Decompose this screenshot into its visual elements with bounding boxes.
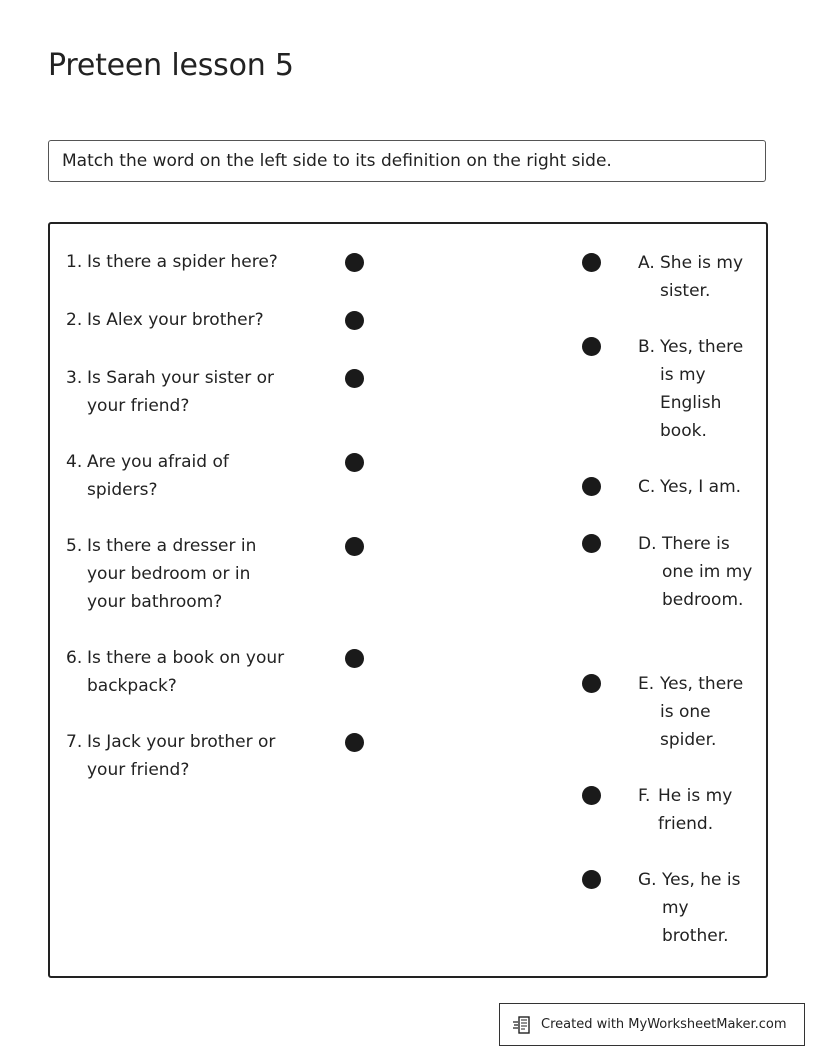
- answer-letter: E.: [638, 674, 655, 694]
- answer-item-b: [638, 333, 758, 445]
- question-dot-3[interactable]: [345, 369, 364, 388]
- question-dot-2[interactable]: [345, 311, 364, 330]
- question-number: 4.: [66, 452, 83, 472]
- answer-dot-f[interactable]: [582, 786, 601, 805]
- answer-dot-d[interactable]: [582, 534, 601, 553]
- question-item-1: [66, 248, 316, 276]
- answer-dot-c[interactable]: [582, 477, 601, 496]
- answer-letter: F.: [638, 786, 651, 806]
- instructions-box: Match the word on the left side to its definition on the right side.: [48, 140, 766, 182]
- answer-letter: C.: [638, 477, 656, 497]
- question-dot-4[interactable]: [345, 453, 364, 472]
- page-title: Preteen lesson 5: [48, 48, 294, 83]
- answer-item-a: [638, 249, 753, 305]
- question-number: 6.: [66, 648, 83, 668]
- footer-text: Created with MyWorksheetMaker.com: [541, 1017, 787, 1032]
- answer-text: He is my friend.: [658, 786, 733, 834]
- question-item-4: [66, 448, 261, 504]
- question-text: Is there a dresser in your bedroom or in your bathroom?: [87, 536, 257, 612]
- question-item-2: [66, 306, 316, 334]
- question-item-6: [66, 644, 314, 700]
- answer-text: There is one im my bedroom.: [662, 534, 753, 610]
- question-dot-5[interactable]: [345, 537, 364, 556]
- question-item-5: [66, 532, 291, 616]
- question-text: Are you afraid of spiders?: [87, 452, 229, 500]
- question-dot-7[interactable]: [345, 733, 364, 752]
- question-number: 7.: [66, 732, 83, 752]
- question-dot-1[interactable]: [345, 253, 364, 272]
- answer-text: Yes, there is my English book.: [660, 337, 744, 441]
- answer-item-f: [638, 782, 748, 838]
- answer-letter: D.: [638, 534, 657, 554]
- worksheet-maker-logo-icon: [512, 1015, 532, 1035]
- answer-letter: G.: [638, 870, 657, 890]
- answer-dot-a[interactable]: [582, 253, 601, 272]
- question-text: Is Jack your brother or your friend?: [87, 732, 276, 780]
- answer-letter: A.: [638, 253, 655, 273]
- answer-text: Yes, he is my brother.: [662, 870, 741, 946]
- answer-dot-b[interactable]: [582, 337, 601, 356]
- question-text: Is Alex your brother?: [87, 310, 264, 330]
- answer-dot-g[interactable]: [582, 870, 601, 889]
- answer-item-d: [638, 530, 758, 614]
- answer-text: Yes, I am.: [660, 477, 742, 497]
- question-item-3: [66, 364, 306, 420]
- question-number: 3.: [66, 368, 83, 388]
- answer-text: Yes, there is one spider.: [660, 674, 744, 750]
- question-number: 5.: [66, 536, 83, 556]
- footer-badge[interactable]: [499, 1003, 805, 1046]
- question-number: 2.: [66, 310, 83, 330]
- answer-item-g: [638, 866, 753, 950]
- answer-letter: B.: [638, 337, 656, 357]
- question-text: Is there a spider here?: [87, 252, 278, 272]
- answer-item-c: [638, 473, 758, 501]
- answer-text: She is my sister.: [660, 253, 744, 301]
- question-number: 1.: [66, 252, 83, 272]
- question-text: Is Sarah your sister or your friend?: [87, 368, 275, 416]
- question-item-7: [66, 728, 306, 784]
- question-text: Is there a book on your backpack?: [87, 648, 285, 696]
- question-dot-6[interactable]: [345, 649, 364, 668]
- answer-dot-e[interactable]: [582, 674, 601, 693]
- answer-item-e: [638, 670, 758, 754]
